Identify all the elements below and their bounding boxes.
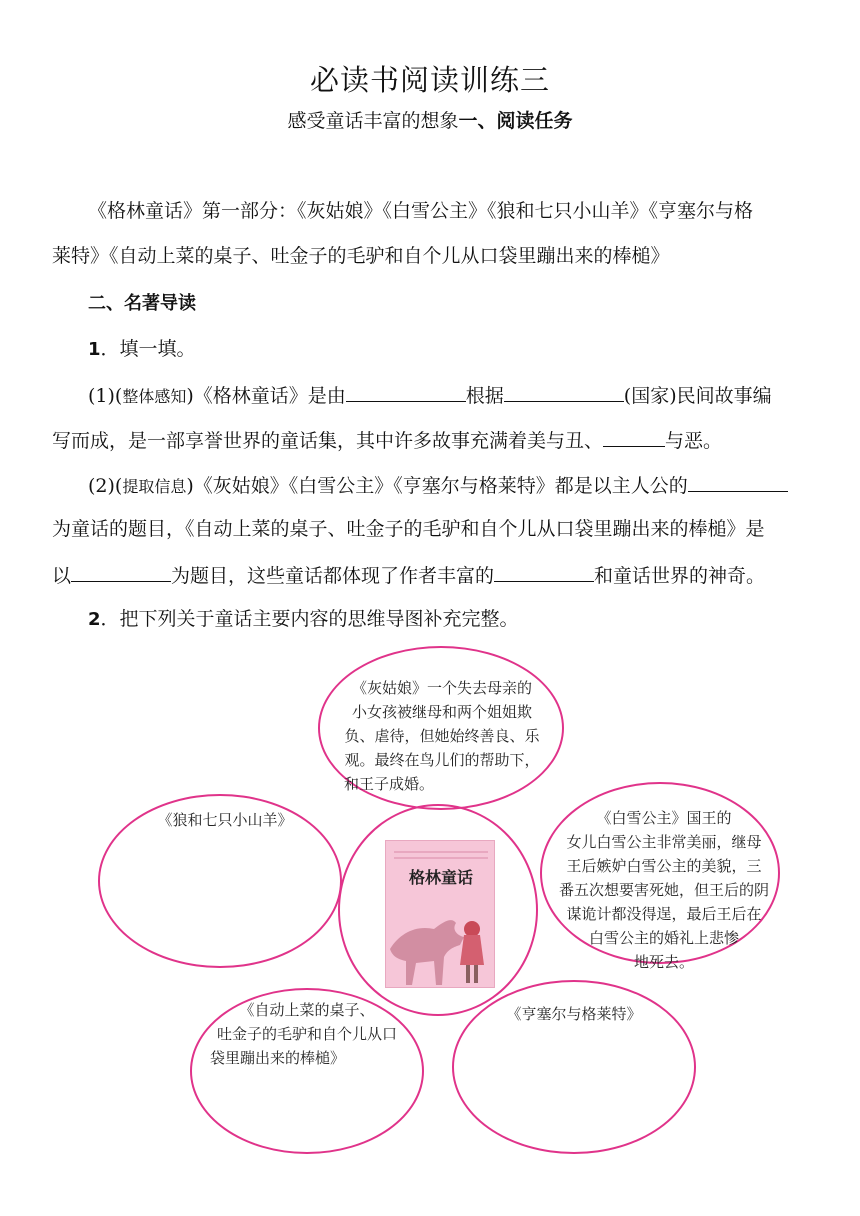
question-2-number: 2 [88, 609, 101, 630]
question-1-number: 1 [88, 339, 101, 360]
question-2 [88, 604, 519, 635]
question-1 [88, 334, 196, 365]
question-1-2-line-1: (2)(提取信息)《灰姑娘》《白雪公主》《亨塞尔与格莱特》都是以主人公的 [88, 469, 788, 502]
tag-extract: 提取信息 [122, 477, 187, 496]
tag-overall: 整体感知 [122, 387, 187, 406]
blank-author[interactable] [346, 379, 466, 402]
intro-line-1: 《格林童话》第一部分：《灰姑娘》《白雪公主》《狼和七只小山羊》《亨塞尔与格 [88, 200, 754, 222]
question-1-1-line-1: (1)(整体感知)《格林童话》是由 根据 (国家)民间故事编 [88, 379, 772, 412]
blank-good[interactable] [603, 424, 665, 447]
blank-imagination[interactable] [494, 559, 594, 582]
page-title: 必读书阅读训练三 [309, 63, 550, 97]
blank-title-basis[interactable] [71, 559, 171, 582]
page-subtitle [0, 106, 860, 133]
question-1-2-line-2: 为童话的题目，《自动上菜的桌子、吐金子的毛驴和自个儿从口袋里蹦出来的棒槌》是 [52, 518, 765, 540]
intro-line-2: 莱特》《自动上菜的桌子、吐金子的毛驴和自个儿从口袋里蹦出来的棒槌》 [52, 245, 670, 267]
question-1-text: ．填一填。 [100, 338, 196, 360]
wolf-girl-illustration [386, 899, 496, 989]
book-title: 格林童话 [408, 868, 473, 887]
question-1-2-line-3: 以 为题目，这些童话都体现了作者丰富的 和童话世界的神奇。 [52, 559, 765, 591]
question-2-text: ．把下列关于童话主要内容的思维导图补充完整。 [100, 608, 519, 630]
snow-white-summary: 《白雪公主》国王的 女儿白雪公主非常美丽，继母 王后嫉妒白雪公主的美貌，三 番五次想要害死她，但王后的阴 谋诡计都没得逞，最后王后在 白雪公主的婚礼上悲惨 地死去。 [558, 809, 769, 971]
table-label: 《自动上菜的桌子、 吐金子的毛驴和自个儿从口 袋里蹦出来的棒槌》 [210, 1001, 397, 1067]
subtitle-normal: 感受童话丰富的想象 [287, 110, 459, 132]
blank-protagonist[interactable] [688, 469, 788, 492]
section-heading: 二、名著导读 [88, 293, 196, 314]
blank-country[interactable] [504, 379, 624, 402]
question-1-1-line-2: 写而成，是一部享誉世界的童话集，其中许多故事充满着美与丑、 与恶。 [52, 424, 722, 456]
hansel-label: 《亨塞尔与格莱特》 [506, 1005, 642, 1023]
cinderella-summary: 《灰姑娘》一个失去母亲的 小女孩被继母和两个姐姐欺 负、虐待，但她始终善良、乐 观。最终在鸟儿们的帮助下， 和王子成婚。 [344, 679, 540, 793]
subtitle-bold: 一、阅读任务 [458, 110, 573, 132]
book-cover-image [385, 840, 495, 988]
wolf-label: 《狼和七只小山羊》 [157, 811, 293, 829]
